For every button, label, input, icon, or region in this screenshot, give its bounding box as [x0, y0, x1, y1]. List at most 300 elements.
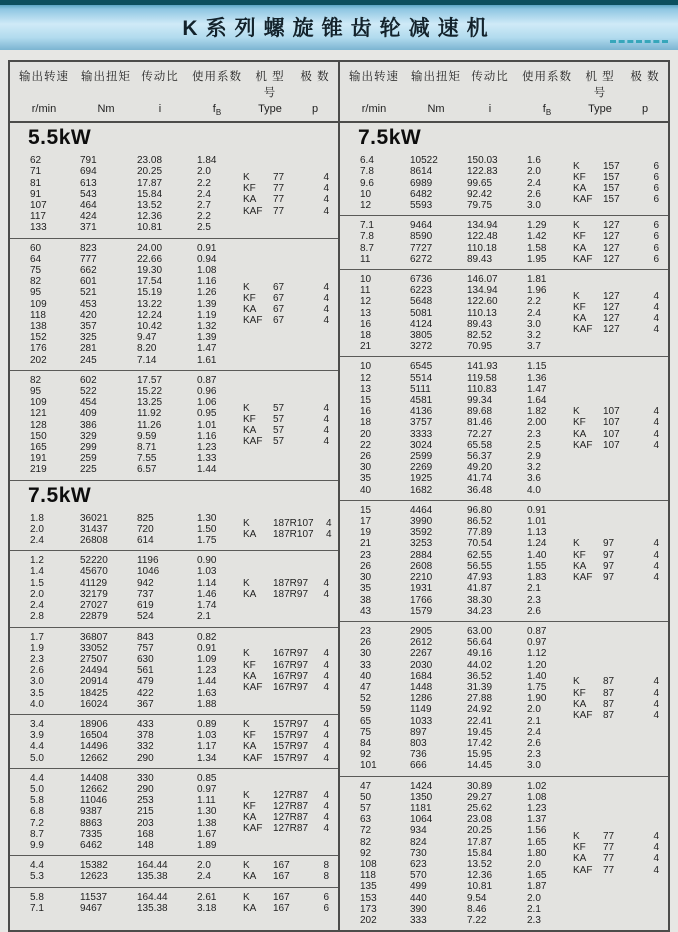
torque-cell: 3990	[410, 516, 433, 528]
table-row	[10, 453, 243, 464]
torque-cell: 281	[80, 343, 97, 355]
size-cell: 87	[603, 698, 615, 710]
ratio-cell: 367	[137, 698, 154, 710]
service-factor-cell: 1.14	[197, 577, 217, 589]
header-torque-label: 输出扭矩	[81, 71, 131, 83]
poles-cell: 4	[323, 800, 329, 812]
service-factor-cell: 2.5	[527, 439, 541, 451]
service-factor-cell: 1.44	[197, 464, 217, 476]
type-row	[243, 304, 338, 315]
ratio-cell: 41.74	[467, 473, 493, 485]
torque-cell: 2269	[410, 462, 433, 474]
table-row	[10, 343, 243, 354]
table-row	[340, 417, 573, 428]
model-cell: K	[573, 676, 580, 688]
service-factor-cell: 1.61	[197, 354, 217, 366]
torque-cell: 1350	[410, 791, 433, 803]
ratio-cell: 9.59	[137, 430, 157, 442]
header-labels-row	[10, 68, 338, 100]
size-cell: 97	[603, 538, 615, 550]
speed-cell: 2.4	[30, 535, 44, 547]
ratio-cell: 23.08	[137, 155, 163, 167]
ratio-cell: 164.44	[137, 860, 168, 872]
speed-cell: 176	[30, 343, 47, 355]
service-factor-cell: 4.0	[527, 484, 541, 496]
torque-cell: 36807	[80, 631, 108, 643]
size-cell: 107	[603, 406, 620, 418]
service-factor-cell: 1.82	[527, 406, 547, 418]
ratio-cell: 22.41	[467, 715, 493, 727]
service-factor-cell: 2.0	[527, 858, 541, 870]
poles-cell: 4	[653, 290, 659, 302]
service-factor-cell: 1.03	[197, 566, 217, 578]
poles-cell: 4	[323, 811, 329, 823]
table-row	[340, 505, 573, 516]
torque-cell: 12623	[80, 871, 108, 883]
ratio-cell: 110.18	[467, 242, 497, 254]
speed-cell: 12	[360, 200, 372, 211]
speed-cell: 26	[360, 451, 372, 463]
header-torque-label: 输出扭矩	[411, 71, 461, 83]
header-type-label: 机 型 号	[585, 71, 615, 99]
size-cell: 157R97	[273, 752, 309, 764]
type-row	[243, 871, 338, 882]
ratio-cell: 422	[137, 687, 154, 699]
model-cell: KA	[243, 425, 257, 437]
torque-cell: 424	[80, 211, 97, 223]
table-row	[10, 243, 243, 254]
table-header	[10, 62, 338, 123]
table-row	[340, 781, 573, 792]
torque-cell: 1448	[410, 681, 433, 693]
spec-rows	[10, 155, 243, 233]
speed-cell: 2.3	[30, 653, 44, 665]
model-cell: KAF	[243, 823, 263, 835]
torque-cell: 3253	[410, 538, 433, 550]
service-factor-cell: 2.6	[527, 737, 541, 749]
torque-cell: 601	[80, 276, 97, 288]
table-row	[10, 699, 243, 710]
size-cell: 67	[273, 315, 285, 327]
spec-rows	[340, 781, 573, 927]
model-cell: KAF	[243, 436, 263, 448]
speed-cell: 8.7	[360, 242, 374, 254]
torque-cell: 521	[80, 287, 97, 299]
torque-cell: 623	[410, 858, 427, 870]
spec-block	[10, 714, 338, 768]
speed-cell: 26	[360, 560, 372, 572]
header-speed-unit: r/min	[31, 103, 57, 115]
torque-cell: 27507	[80, 653, 108, 665]
size-cell: 127R87	[273, 800, 309, 812]
table-row	[10, 200, 243, 211]
poles-cell: 4	[653, 853, 659, 865]
table-row	[340, 243, 573, 254]
table-row	[10, 719, 243, 730]
service-factor-cell: 1.90	[527, 693, 547, 705]
spec-rows	[10, 555, 243, 622]
table-row	[10, 332, 243, 343]
torque-cell: 8614	[410, 166, 433, 178]
service-factor-cell: 2.3	[527, 914, 541, 926]
torque-cell: 36021	[80, 512, 108, 524]
poles-cell: 4	[323, 681, 329, 693]
header-poles-label: 极 数	[300, 71, 330, 83]
table-row	[340, 406, 573, 417]
ratio-cell: 30.89	[467, 780, 493, 792]
speed-cell: 12	[360, 296, 372, 308]
poles-cell: 4	[323, 648, 329, 660]
torque-cell: 602	[80, 374, 97, 386]
speed-cell: 7.8	[360, 166, 374, 178]
speed-cell: 5.8	[30, 795, 44, 807]
type-row	[243, 293, 338, 304]
table-row	[10, 524, 243, 535]
poles-cell: 4	[653, 572, 659, 584]
spec-rows	[340, 626, 573, 772]
speed-cell: 71	[30, 166, 42, 178]
model-cell: KF	[243, 414, 256, 426]
ratio-cell: 119.58	[467, 372, 497, 384]
poles-cell: 4	[323, 293, 329, 305]
speed-cell: 1.2	[30, 555, 44, 567]
service-factor-cell: 3.0	[527, 200, 541, 211]
type-row	[243, 529, 338, 540]
poles-cell: 4	[653, 549, 659, 561]
spec-rows	[340, 155, 573, 211]
speed-cell: 35	[360, 473, 372, 485]
table-row	[340, 451, 573, 462]
spec-rows	[10, 513, 243, 547]
table-row	[10, 355, 243, 366]
service-factor-cell: 1.03	[197, 730, 217, 742]
torque-cell: 666	[410, 760, 427, 772]
torque-cell: 6223	[410, 285, 433, 297]
poles-cell: 4	[653, 864, 659, 876]
table-row	[10, 578, 243, 589]
service-factor-cell: 1.16	[197, 430, 217, 442]
ratio-cell: 135.38	[137, 871, 168, 883]
table-row	[10, 795, 243, 806]
service-factor-cell: 1.13	[527, 527, 547, 539]
size-cell: 87	[603, 676, 615, 688]
table-row	[340, 738, 573, 749]
type-row	[243, 790, 338, 801]
type-row	[573, 417, 668, 428]
torque-cell: 1424	[410, 780, 433, 792]
speed-cell: 40	[360, 670, 372, 682]
speed-cell: 26	[360, 637, 372, 649]
speed-cell: 11	[360, 285, 371, 297]
service-factor-cell: 1.88	[197, 698, 217, 710]
model-cell: KA	[573, 853, 587, 865]
service-factor-cell: 2.1	[527, 903, 541, 915]
poles-cell: 4	[323, 823, 329, 835]
ratio-cell: 122.48	[467, 231, 498, 243]
torque-cell: 6462	[80, 839, 103, 851]
type-row	[573, 406, 668, 417]
table-row	[340, 429, 573, 440]
speed-cell: 7.2	[30, 817, 44, 829]
service-factor-cell: 0.85	[197, 772, 217, 784]
type-list	[573, 676, 668, 721]
model-cell: KA	[243, 811, 257, 823]
service-factor-cell: 1.01	[527, 516, 547, 528]
ratio-cell: 27.88	[467, 693, 493, 705]
model-cell: KAF	[243, 315, 263, 327]
ratio-cell: 15.84	[137, 188, 163, 200]
torque-cell: 1766	[410, 594, 433, 606]
size-cell: 77	[273, 183, 285, 195]
service-factor-cell: 0.90	[197, 555, 217, 567]
torque-cell: 2905	[410, 625, 433, 637]
size-cell: 157	[603, 160, 620, 172]
speed-cell: 202	[360, 914, 377, 926]
ratio-cell: 15.84	[467, 847, 493, 859]
speed-cell: 62	[30, 155, 42, 167]
size-cell: 157	[603, 183, 620, 195]
header-type-label: 机 型 号	[255, 71, 285, 99]
service-factor-cell: 2.0	[527, 892, 541, 904]
model-cell: K	[573, 220, 580, 232]
table-row	[10, 513, 243, 524]
type-list	[573, 538, 668, 583]
header-torque-unit: Nm	[427, 103, 445, 115]
ratio-cell: 12.36	[467, 870, 493, 882]
speed-cell: 30	[360, 572, 372, 584]
table-row	[340, 825, 573, 836]
model-cell: K	[243, 648, 250, 660]
torque-cell: 245	[80, 354, 97, 366]
size-cell: 187R97	[273, 588, 309, 600]
speed-cell: 109	[30, 397, 47, 409]
torque-cell: 1684	[410, 670, 433, 682]
model-cell: KF	[573, 417, 586, 429]
spec-block	[340, 356, 668, 499]
torque-cell: 4464	[410, 504, 433, 516]
type-row	[573, 572, 668, 583]
size-cell: 157R97	[273, 741, 309, 753]
header-type-unit: Type	[588, 103, 612, 115]
torque-cell: 11537	[80, 891, 108, 903]
torque-cell: 823	[80, 242, 97, 254]
service-factor-cell: 1.36	[527, 372, 547, 384]
speed-cell: 4.4	[30, 741, 44, 753]
poles-cell: 6	[653, 231, 659, 243]
speed-cell: 202	[30, 354, 47, 366]
service-factor-cell: 1.38	[197, 817, 217, 829]
table-row	[10, 178, 243, 189]
ratio-cell: 1046	[137, 566, 160, 578]
ratio-cell: 99.65	[467, 177, 493, 189]
model-cell: KA	[573, 698, 587, 710]
ratio-cell: 122.60	[467, 296, 498, 308]
torque-cell: 6545	[410, 361, 433, 373]
size-cell: 107	[603, 439, 620, 451]
poles-cell: 4	[323, 315, 329, 327]
service-factor-cell: 2.5	[197, 222, 211, 234]
table-row	[10, 860, 243, 871]
speed-cell: 16	[360, 406, 372, 418]
ratio-cell: 19.30	[137, 265, 163, 277]
ratio-cell: 77.89	[467, 527, 493, 539]
spec-rows	[10, 773, 243, 851]
table-row	[340, 516, 573, 527]
ratio-cell: 8.71	[137, 442, 157, 454]
table-row	[340, 550, 573, 561]
spec-block	[10, 887, 338, 918]
ratio-cell: 20.25	[137, 166, 163, 178]
speed-cell: 5.0	[30, 783, 44, 795]
spec-block	[10, 509, 338, 551]
torque-cell: 3333	[410, 428, 433, 440]
ratio-cell: 89.68	[467, 406, 493, 418]
torque-cell: 259	[80, 453, 97, 465]
speed-cell: 30	[360, 648, 372, 660]
model-cell: K	[243, 860, 250, 872]
speed-cell: 128	[30, 419, 47, 431]
torque-cell: 522	[80, 386, 97, 398]
speed-cell: 35	[360, 583, 372, 595]
model-cell: KF	[243, 293, 256, 305]
type-row	[243, 719, 338, 730]
type-list	[243, 578, 338, 600]
table-row	[340, 803, 573, 814]
service-factor-cell: 2.0	[197, 860, 211, 872]
poles-cell: 4	[653, 439, 659, 451]
torque-cell: 32179	[80, 588, 108, 600]
ratio-cell: 6.57	[137, 464, 157, 476]
table-row	[340, 859, 573, 870]
ratio-cell: 110.83	[467, 383, 497, 395]
size-cell: 157R97	[273, 730, 309, 742]
ratio-cell: 99.34	[467, 395, 493, 407]
spec-rows	[10, 860, 243, 882]
service-factor-cell: 1.37	[527, 814, 547, 826]
ratio-cell: 72.27	[467, 428, 493, 440]
torque-cell: 662	[80, 265, 97, 277]
poles-cell: 6	[653, 194, 659, 206]
spec-block	[340, 215, 668, 269]
torque-cell: 5514	[410, 372, 433, 384]
table-row	[10, 829, 243, 840]
size-cell: 127	[603, 302, 620, 314]
service-factor-cell: 1.47	[197, 343, 217, 355]
speed-cell: 5.0	[30, 752, 44, 764]
table-row	[340, 231, 573, 242]
service-factor-cell: 1.75	[527, 681, 547, 693]
ratio-cell: 70.54	[467, 538, 493, 550]
ratio-cell: 36.52	[467, 670, 493, 682]
ratio-cell: 1196	[137, 555, 159, 567]
service-factor-cell: 1.56	[527, 825, 547, 837]
speed-cell: 19	[360, 527, 372, 539]
speed-cell: 4.4	[30, 860, 44, 872]
table-row	[340, 682, 573, 693]
torque-cell: 225	[80, 464, 97, 476]
torque-cell: 3757	[410, 417, 433, 429]
torque-cell: 7335	[80, 828, 103, 840]
service-factor-cell: 1.09	[197, 653, 217, 665]
service-factor-cell: 1.42	[527, 231, 547, 243]
table-row	[10, 265, 243, 276]
ratio-cell: 36.48	[467, 484, 493, 496]
table-row	[340, 384, 573, 395]
service-factor-cell: 2.4	[197, 871, 211, 883]
ratio-cell: 737	[137, 588, 154, 600]
service-factor-cell: 1.23	[527, 802, 547, 814]
ratio-cell: 110.13	[467, 307, 497, 319]
table-header	[340, 62, 668, 123]
header-ratio-unit: i	[488, 103, 492, 115]
service-factor-cell: 1.80	[527, 847, 547, 859]
speed-cell: 3.5	[30, 687, 44, 699]
ratio-cell: 34.23	[467, 605, 493, 617]
service-factor-cell: 1.50	[197, 523, 217, 535]
type-row	[573, 550, 668, 561]
service-factor-cell: 1.17	[197, 741, 217, 753]
size-cell: 167R97	[273, 681, 309, 693]
speed-cell: 5.3	[30, 871, 44, 883]
poles-cell: 6	[653, 171, 659, 183]
type-row	[243, 206, 338, 217]
model-cell: KA	[573, 183, 587, 195]
speed-cell: 1.4	[30, 566, 44, 578]
size-cell: 167	[273, 902, 290, 914]
table-row	[340, 870, 573, 881]
service-factor-cell: 1.84	[197, 155, 217, 167]
model-cell: KF	[573, 231, 586, 243]
torque-cell: 6482	[410, 188, 433, 200]
speed-cell: 18	[360, 330, 372, 342]
torque-cell: 24494	[80, 665, 108, 677]
torque-cell: 14496	[80, 741, 108, 753]
section-power-label: 7.5kW	[10, 480, 338, 509]
service-factor-cell: 1.47	[527, 383, 547, 395]
service-factor-cell: 1.67	[197, 828, 217, 840]
speed-cell: 38	[360, 594, 372, 606]
ratio-cell: 82.52	[467, 330, 493, 342]
torque-cell: 45670	[80, 566, 108, 578]
type-list	[243, 172, 338, 217]
table-row	[340, 704, 573, 715]
service-factor-cell: 1.33	[197, 453, 217, 465]
type-row	[243, 194, 338, 205]
service-factor-cell: 1.16	[197, 276, 217, 288]
service-factor-cell: 0.91	[527, 504, 547, 516]
torque-cell: 33052	[80, 642, 108, 654]
service-factor-cell: 1.24	[527, 538, 547, 550]
spec-block	[340, 621, 668, 776]
poles-cell: 6	[653, 160, 659, 172]
service-factor-cell: 0.94	[197, 253, 217, 265]
service-factor-cell: 3.18	[197, 902, 217, 914]
ratio-cell: 148	[137, 839, 154, 851]
section-power-label: 7.5kW	[358, 126, 422, 150]
poles-cell: 4	[323, 718, 329, 730]
type-row	[243, 860, 338, 871]
service-factor-cell: 2.0	[527, 166, 541, 178]
speed-cell: 7.1	[30, 902, 44, 914]
ratio-cell: 41.87	[467, 583, 493, 595]
service-factor-cell: 1.95	[527, 253, 547, 265]
header-ratio-label: 传动比	[141, 71, 179, 83]
torque-cell: 1579	[410, 605, 433, 617]
poles-cell: 4	[653, 406, 659, 418]
torque-cell: 2030	[410, 659, 433, 671]
model-cell: K	[573, 830, 580, 842]
poles-cell: 4	[323, 402, 329, 414]
